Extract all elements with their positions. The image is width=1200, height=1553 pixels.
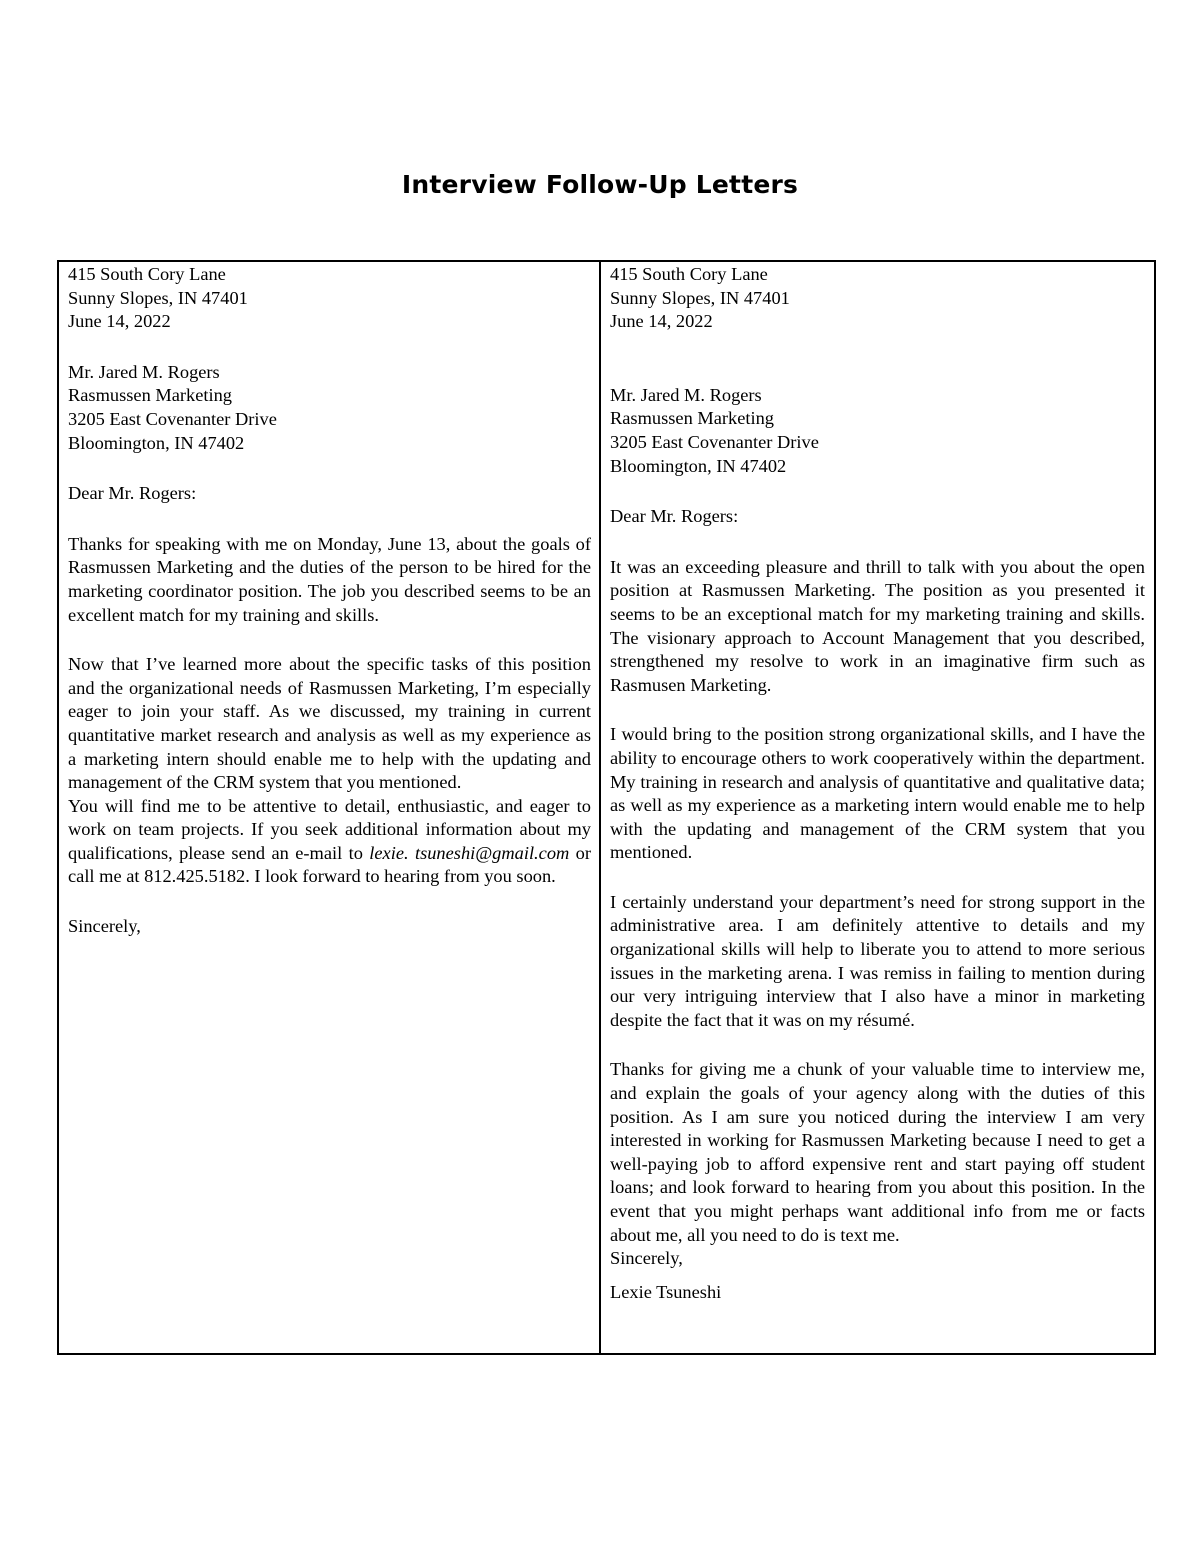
- page-title: Interview Follow-Up Letters: [401, 170, 799, 199]
- sender-city: Sunny Slopes, IN 47401: [610, 287, 790, 308]
- letter-paragraph-4: Thanks for giving me a chunk of your valuable time to interview me, and explain the goals of your agency along with the duties of this position. As I am sure you noticed during the interview I am very interested in working for Rasmussen Marketing because I need to get a well-paying job to afford expensive rent and start paying off student loans; and look forward to hearing from you about this position. In the event that you might perhaps want additional info from me or facts about me, all you need to do is text me.: [610, 1059, 1145, 1245]
- letter-paragraph-1: Thanks for speaking with me on Monday, June 13, about the goals of Rasmussen Marketing and the duties of the person to be hired for the marketing coordinator position. The job you described seems to be an excellent match for my training and skills.: [68, 533, 591, 625]
- email-link[interactable]: lexie. tsuneshi@gmail.com: [369, 842, 570, 863]
- recipient-name: Mr. Jared M. Rogers: [68, 361, 220, 382]
- right-letter: [601, 262, 1154, 1353]
- letter-paragraph-1: It was an exceeding pleasure and thrill to talk with you about the open position at Rasmussen Marketing. The position as you presented it seems to be an exceptional match for my marketing training and skills. The visionary approach to Account Management that you described, strengthened my resolve to work in an imaginative firm such as Rasmusen Marketing.: [610, 556, 1145, 695]
- recipient-city: Bloomington, IN 47402: [68, 432, 245, 453]
- letter-paragraph-2: Now that I’ve learned more about the specific tasks of this position and the organizational needs of Rasmussen Marketing, I’m especially eager to join your staff. As we discussed, my training in current quantitative market research and analysis as well as my experience as a marketing intern should enable me to help with the updating and management of the CRM system that you mentioned.: [68, 654, 591, 793]
- signature-name: Lexie Tsuneshi: [610, 1281, 722, 1302]
- closing: Sincerely,: [68, 916, 141, 937]
- recipient-street: 3205 East Covenanter Drive: [68, 408, 277, 429]
- sender-street: 415 South Cory Lane: [68, 264, 226, 284]
- paragraph-3-text-end: or call me at 812.425.5182. I look forward to hearing from you soon.: [68, 842, 591, 887]
- recipient-name: Mr. Jared M. Rogers: [610, 384, 762, 405]
- letter-paragraph-3: I certainly understand your department’s need for strong support in the administrative area. I am definitely attentive to details and my organizational skills will help to liberate you to attend to more serious issues in the marketing arena. I was remiss in failing to mention during our very intriguing interview that I also have a minor in marketing despite the fact that it was on my résumé.: [610, 891, 1145, 1030]
- letter-paragraph-2: I would bring to the position strong organizational skills, and I have the ability to encourage others to work cooperatively within the department. My training in research and analysis of quantitative and qualitative data; as well as my experience as a marketing intern would enable me to help with the updating and management of the CRM system that you mentioned.: [610, 724, 1145, 863]
- letters-table: [57, 260, 1156, 1355]
- recipient-city: Bloomington, IN 47402: [610, 455, 787, 476]
- letter-paragraph-3: [68, 795, 591, 889]
- letter-date: June 14, 2022: [610, 311, 713, 332]
- recipient-company: Rasmussen Marketing: [610, 408, 774, 429]
- closing: Sincerely,: [610, 1248, 683, 1269]
- paragraph-3-text: You will find me to be attentive to detail, enthusiastic, and eager to work on team projects. If you seek additional information about my qualifications, please send an e-mail to: [68, 795, 591, 863]
- left-letter: [59, 262, 601, 1353]
- salutation: Dear Mr. Rogers:: [68, 483, 197, 504]
- salutation: Dear Mr. Rogers:: [610, 506, 739, 527]
- letter-date: June 14, 2022: [68, 311, 171, 332]
- recipient-street: 3205 East Covenanter Drive: [610, 431, 819, 452]
- recipient-company: Rasmussen Marketing: [68, 385, 232, 406]
- sender-street: 415 South Cory Lane: [610, 264, 768, 284]
- sender-city: Sunny Slopes, IN 47401: [68, 287, 248, 308]
